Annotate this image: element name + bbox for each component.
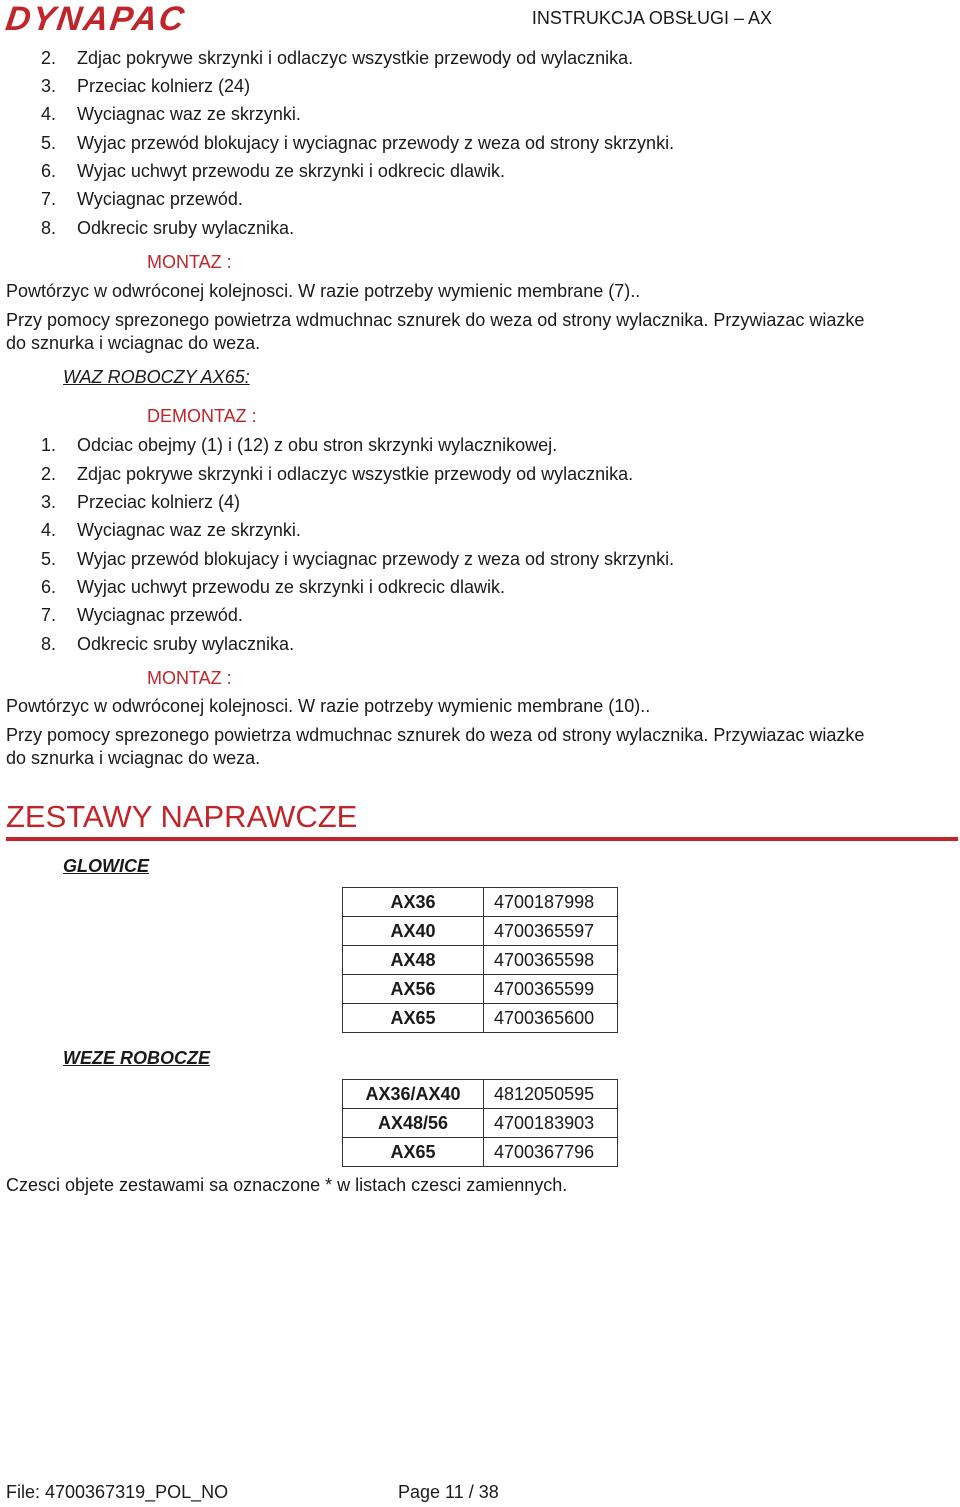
section-title: WAZ ROBOCZY AX65:: [63, 367, 250, 387]
part-number-cell: 4700365599: [484, 975, 618, 1004]
part-number-cell: 4700365597: [484, 917, 618, 946]
weze-table: [342, 1079, 618, 1167]
step-number: 5.: [41, 133, 57, 153]
glowice-table: [342, 887, 618, 1033]
montaz-paragraph: Powtórzyc w odwróconej kolejnosci. W razie potrzeby wymienic membrane (7)..: [6, 281, 641, 301]
model-cell: AX48/56: [343, 1109, 484, 1138]
montaz-paragraph: do sznurka i wciagnac do weza.: [6, 748, 261, 768]
repair-note: Czesci objete zestawami sa oznaczone * w listach czesci zamiennych.: [6, 1175, 568, 1195]
table-row: [343, 1004, 618, 1033]
table-row: [343, 1109, 618, 1138]
table-row: [343, 917, 618, 946]
footer-file: File: 4700367319_POL_NO: [6, 1482, 229, 1502]
step-number: 6.: [41, 161, 57, 181]
step-text: Wyjac uchwyt przewodu ze skrzynki i odkrecic dlawik.: [77, 161, 505, 181]
step-text: Odkrecic sruby wylacznika.: [77, 634, 295, 654]
table-row: [343, 1138, 618, 1167]
repair-kits-heading: ZESTAWY NAPRAWCZE: [6, 799, 358, 834]
montaz-paragraph: Przy pomocy sprezonego powietrza wdmuchnac sznurek do weza od strony wylacznika. Przywiazac wiazke: [6, 310, 865, 330]
model-cell: AX65: [343, 1138, 484, 1167]
model-cell: AX40: [343, 917, 484, 946]
model-cell: AX36/AX40: [343, 1080, 484, 1109]
table-row: [343, 975, 618, 1004]
part-number-cell: 4700183903: [484, 1109, 618, 1138]
step-text: Przeciac kolnierz (24): [77, 76, 251, 96]
table-row: [343, 888, 618, 917]
dynapac-logo: DYNAPAC: [3, 0, 189, 38]
table-row: [343, 1080, 618, 1109]
step-number: 5.: [41, 549, 57, 569]
montaz-paragraph: Przy pomocy sprezonego powietrza wdmuchnac sznurek do weza od strony wylacznika. Przywiazac wiazke: [6, 725, 865, 745]
weze-label: WEZE ROBOCZE: [63, 1048, 210, 1068]
montaz-paragraph: do sznurka i wciagnac do weza.: [6, 333, 261, 353]
step-text: Wyciagnac waz ze skrzynki.: [77, 104, 301, 124]
part-number-cell: 4700365600: [484, 1004, 618, 1033]
step-number: 1.: [41, 435, 57, 455]
glowice-label: GLOWICE: [63, 856, 149, 876]
heading-rule: [6, 837, 958, 841]
step-number: 8.: [41, 218, 57, 238]
step-text: Wyciagnac waz ze skrzynki.: [77, 520, 301, 540]
step-text: Wyjac uchwyt przewodu ze skrzynki i odkrecic dlawik.: [77, 577, 505, 597]
model-cell: AX36: [343, 888, 484, 917]
step-text: Wyciagnac przewód.: [77, 605, 243, 625]
montaz-heading: MONTAZ :: [147, 252, 232, 272]
step-number: 4.: [41, 104, 57, 124]
part-number-cell: 4700187998: [484, 888, 618, 917]
step-text: Zdjac pokrywe skrzynki i odlaczyc wszystkie przewody od wylacznika.: [77, 48, 634, 68]
step-number: 2.: [41, 464, 57, 484]
step-text: Przeciac kolnierz (4): [77, 492, 241, 512]
step-text: Wyjac przewód blokujacy i wyciagnac przewody z weza od strony skrzynki.: [77, 549, 675, 569]
step-number: 7.: [41, 605, 57, 625]
part-number-cell: 4812050595: [484, 1080, 618, 1109]
step-number: 8.: [41, 634, 57, 654]
montaz-heading: MONTAZ :: [147, 668, 232, 688]
montaz-paragraph: Powtórzyc w odwróconej kolejnosci. W razie potrzeby wymienic membrane (10)..: [6, 696, 651, 716]
step-number: 3.: [41, 492, 57, 512]
step-number: 4.: [41, 520, 57, 540]
model-cell: AX56: [343, 975, 484, 1004]
model-cell: AX48: [343, 946, 484, 975]
table-row: [343, 946, 618, 975]
step-text: Odkrecic sruby wylacznika.: [77, 218, 295, 238]
footer-page: Page 11 / 38: [398, 1482, 499, 1502]
step-number: 7.: [41, 189, 57, 209]
step-number: 6.: [41, 577, 57, 597]
step-text: Wyciagnac przewód.: [77, 189, 243, 209]
document-title-text: INSTRUKCJA OBSŁUGI –: [531, 8, 744, 28]
document-title: [532, 8, 772, 28]
part-number-cell: 4700365598: [484, 946, 618, 975]
demontaz-heading: DEMONTAZ :: [147, 406, 257, 426]
step-text: Zdjac pokrywe skrzynki i odlaczyc wszystkie przewody od wylacznika.: [77, 464, 634, 484]
model-cell: AX65: [343, 1004, 484, 1033]
document-model: AX: [747, 8, 772, 28]
step-text: Wyjac przewód blokujacy i wyciagnac przewody z weza od strony skrzynki.: [77, 133, 675, 153]
part-number-cell: 4700367796: [484, 1138, 618, 1167]
step-text: Odciac obejmy (1) i (12) z obu stron skrzynki wylacznikowej.: [77, 435, 558, 455]
step-number: 3.: [41, 76, 57, 96]
step-number: 2.: [41, 48, 57, 68]
